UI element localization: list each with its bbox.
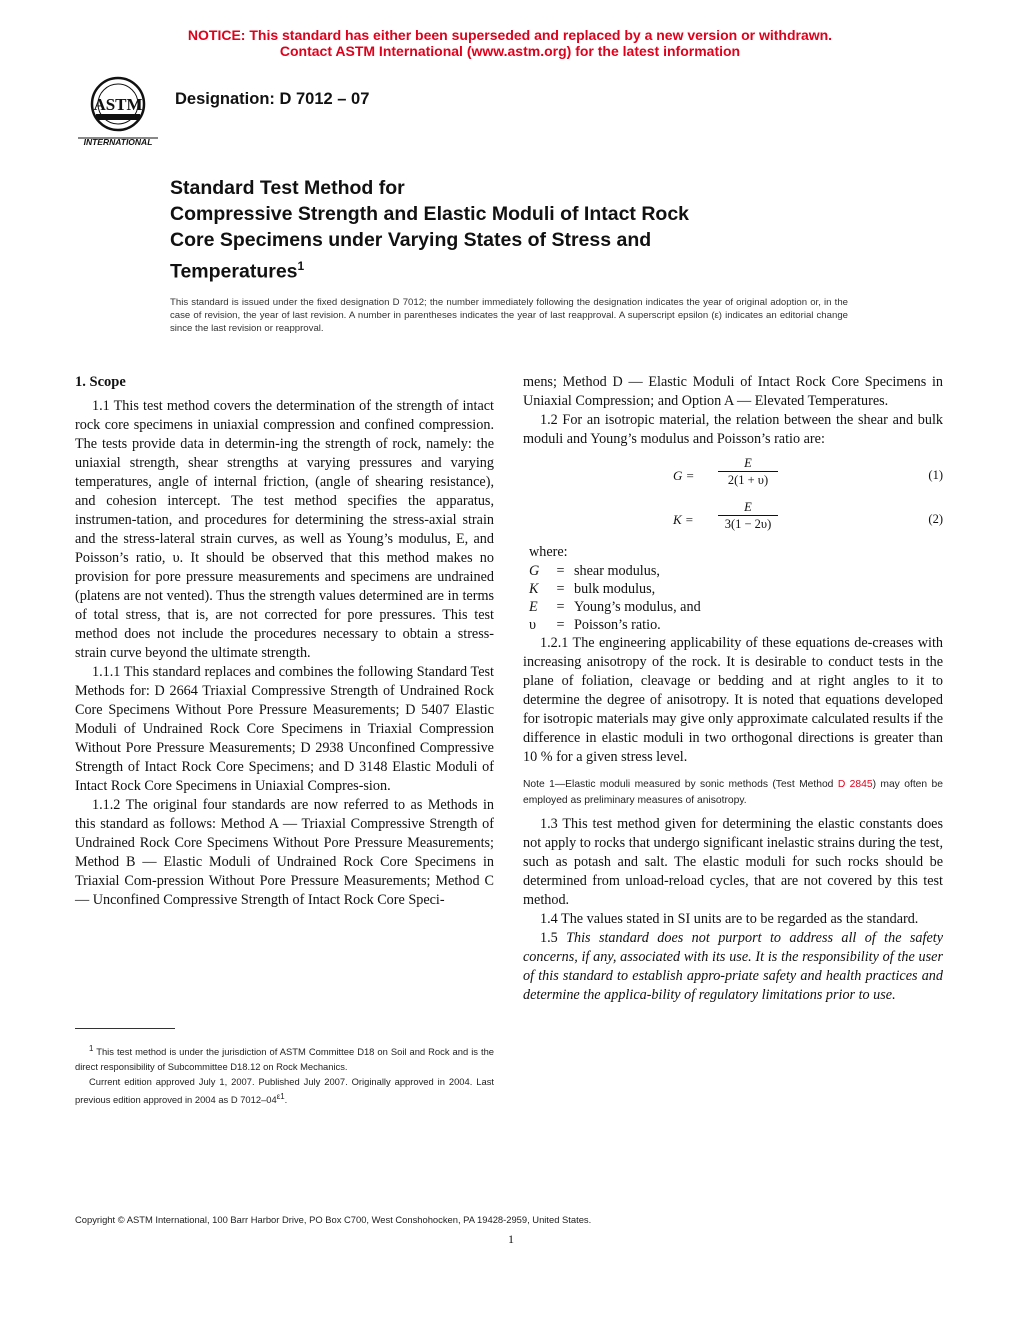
notice-line-1: NOTICE: This standard has either been superseded and replaced by a new version or withdrawn. [187,27,833,43]
left-column [75,373,494,910]
definition-text: shear modulus, [574,563,660,579]
equation-1 [523,455,943,499]
paragraph-1-1: 1.1 This test method covers the determination of the strength of intact rock core specimens in uniaxial compression and confined compression. The tests provide data in determin-ing the strength of rock, namely: the uniaxial strength, shear strengths at varying pressures and varying temperatures, angle of internal friction, (angle of shearing resistance), and cohesion intercept. The test method specifies the apparatus, instrumen-tation, and procedures for determining the stress-axial strain and the stress-lateral strain curves, as well as Young’s modulus, E, and Poisson’s ratio, υ. It should be observed that this method makes no provision for pore pressure measurements and specimens are undrained (platens are not vented). Thus the strength values determined are in terms of total stress, that is, are not corrected for pore pressures. This test method does not include the procedures necessary to obtain a stress-strain curve beyond the ultimate strength. [75,398,494,661]
definition-row [523,598,943,616]
footnote-text-1: This test method is under the jurisdiction of ASTM Committee D18 on Soil and Rock and is the direct responsibility of Subcommittee D18.12 on Rock Mechanics. [75,1046,495,1073]
definition-equals: = [556,599,565,615]
issuance-statement: This standard is issued under the fixed designation D 7012; the number immediately following the designation indicates the year of original adoption or, in the case of revision, the year of last revision. A number in parentheses indicates the year of last reapproval. A superscript epsilon (ε) indicates an editorial change since the last revision or reapproval. [170,297,848,334]
paragraph-1-2-1: 1.2.1 The engineering applicability of these equations de-creases with increasing anisotropy of the rock. It is desirable to conduct tests in the plane of foliation, cleavage or bedding and at right angles to it to determine the degree of anisotropy. It is noted that equations developed for isotropic materials may give only approximate calculated results if the difference in elastic moduli in two orthogonal directions is greater than 10 % for a given stress level. [523,635,943,765]
where-label: where: [529,544,568,560]
footnote-end: . [284,1094,288,1106]
eq1-fraction [718,455,778,488]
eq1-denominator: 2(1 + υ) [727,473,769,487]
paragraph-1-3: 1.3 This test method given for determining the elastic constants does not apply to rocks that undergo significant inelastic strains during the test, such as potash and salt. The elastic moduli for such rocks should be determined from unload-reload cycles, that are not covered by this test method. [523,816,943,908]
definition-row [523,580,943,598]
eq1-lhs: G = [673,468,695,483]
symbol-definitions [523,562,943,634]
eq2-number: (2) [928,512,943,526]
definition-equals: = [556,581,565,597]
definition-symbol: E [529,599,538,615]
definition-row [523,562,943,580]
footnote-paragraph-1 [75,1041,494,1074]
title-line-3: Core Specimens under Varying States of Stress and [170,229,652,251]
definition-symbol: υ [529,617,537,633]
copyright: Copyright © ASTM International, 100 Barr Harbor Drive, PO Box C700, West Conshohocken, PA 19428-2959, United States. [75,1214,592,1225]
paragraph-1-5-text: This standard does not purport to address all of the safety concerns, if any, associated with its use. It is the responsibility of the user of this standard to establish appro-priate safety and health practices and determine the applica-bility of regulatory limitations prior to use. [523,930,943,1003]
definition-text: Poisson’s ratio. [574,617,661,633]
logo-text: ASTM [93,95,143,114]
eq1-numerator: E [718,455,778,472]
title-line-2: Compressive Strength and Elastic Moduli of Intact Rock [170,203,690,225]
footnote-ref: 1 [89,1044,94,1053]
title-line-1: Standard Test Method for [170,177,405,199]
footnote [75,1041,494,1107]
astm-logo [76,74,160,148]
designation: Designation: D 7012 – 07 [175,90,370,108]
equation-2 [523,499,943,543]
footnote-rule [75,1028,175,1029]
eq1-number: (1) [928,468,943,482]
paragraph-1-2: 1.2 For an isotropic material, the relation between the shear and bulk moduli and Young’s modulus and Poisson’s ratio are: [523,412,943,447]
eq2-fraction [718,499,778,532]
note-1-prefix: Note 1—Elastic moduli measured by sonic methods (Test Method [523,779,834,790]
footnote-epsilon: ε1 [276,1092,285,1102]
paragraph-1-1-2-continued: mens; Method D — Elastic Moduli of Intact Rock Core Specimens in Uniaxial Compression; and Option A — Elevated Temperatures. [523,374,943,409]
section-heading: 1. Scope [75,374,126,390]
paragraph-1-5-number: 1.5 [540,930,558,946]
paragraph-1-1-1: 1.1.1 This standard replaces and combines the following Standard Test Methods for: D 2664 Triaxial Compressive Strength of Undrained Rock Core Specimens Without Pore Pressure Measurements; D 5407 Elastic Moduli of Undrained Rock Core Specimens in Triaxial Compression Without Pore Pressure Measurements; D 2938 Unconfined Compressive Strength of Intact Rock Core Specimens; and D 3148 Elastic Moduli of Intact Rock Core Specimens in Uniaxial Compres-sion. [75,664,494,794]
note-1 [523,777,943,809]
definition-symbol: G [529,563,540,579]
footnote-paragraph-2 [75,1074,494,1107]
eq2-numerator: E [718,499,778,516]
notice-line-2: Contact ASTM International (www.astm.org) for the latest information [279,43,741,59]
note-1-reference-link[interactable]: D 2845 [837,779,873,790]
note-1-suffix: ) may often be employed as preliminary measures of anisotropy. [523,779,943,806]
title-footnote-ref: 1 [297,259,305,273]
paragraph-1-1-2: 1.1.2 The original four standards are now referred to as Methods in this standard as follows: Method A — Triaxial Compressive Strength of Undrained Rock Core Specimens Without Pore Pressure Measurements; Method B — Elastic Moduli of Undrained Rock Core Specimens in Triaxial Com-pression Without Pore Pressure Measurements; Method C — Unconfined Compressive Strength of Intact Rock Core Speci- [75,797,494,908]
definition-text: bulk modulus, [574,581,656,597]
right-column [523,373,943,1005]
definition-row [523,616,943,634]
definition-equals: = [556,563,565,579]
page-number: 1 [508,1232,514,1246]
document-title [170,175,870,285]
paragraph-1-5 [523,929,943,1005]
definition-symbol: K [529,581,539,597]
logo-subtext: INTERNATIONAL [83,137,153,147]
title-line-4: Temperatures [170,260,298,283]
eq2-denominator: 3(1 − 2υ) [724,517,772,531]
definition-equals: = [556,617,565,633]
paragraph-1-4: 1.4 The values stated in SI units are to be regarded as the standard. [540,911,919,927]
withdrawal-notice [0,27,1020,59]
footnote-text-2: Current edition approved July 1, 2007. Published July 2007. Originally approved in 2004. Last previous edition approved in 2004 as D 7012–04 [75,1076,494,1106]
eq2-lhs: K = [673,512,694,527]
definition-text: Young’s modulus, and [574,599,701,615]
